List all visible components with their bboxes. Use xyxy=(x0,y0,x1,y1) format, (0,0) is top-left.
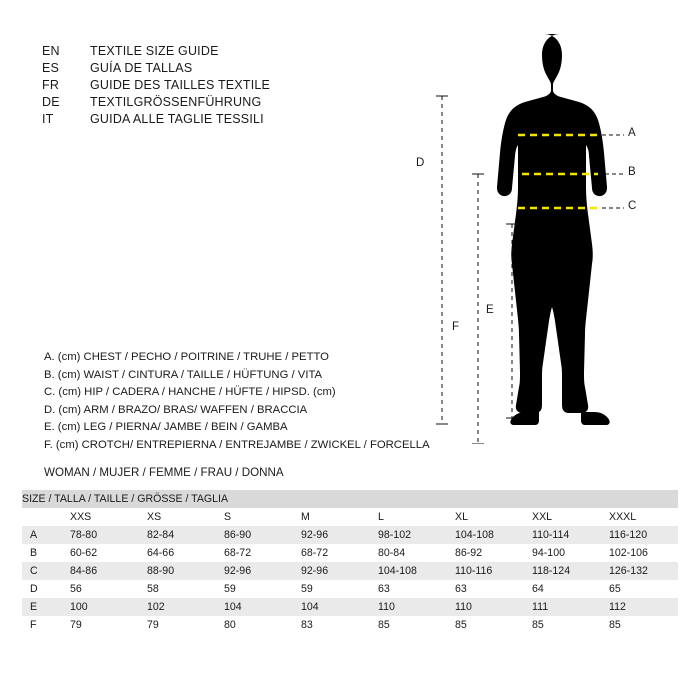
table-cell: 85 xyxy=(524,616,601,634)
table-cell: 56 xyxy=(62,580,139,598)
table-cell: 63 xyxy=(447,580,524,598)
legend-line-f: F. (cm) CROTCH/ ENTREPIERNA / ENTREJAMBE / ZWICKEL / FORCELLA xyxy=(44,438,430,451)
table-cell: 88-90 xyxy=(139,562,216,580)
legend-line-d: D. (cm) ARM / BRAZO/ BRAS/ WAFFEN / BRACCIA xyxy=(44,403,308,416)
language-row xyxy=(42,61,372,75)
table-cell: 102-106 xyxy=(601,544,678,562)
table-cell: 100 xyxy=(62,598,139,616)
table-caption: SIZE / TALLA / TAILLE / GRÖSSE / TAGLIA xyxy=(22,490,678,508)
table-cell: 110 xyxy=(447,598,524,616)
language-code: IT xyxy=(42,112,54,126)
figure-marker-f-label: F xyxy=(452,321,460,333)
language-row xyxy=(42,78,372,92)
table-cell: 85 xyxy=(601,616,678,634)
table-cell: 110 xyxy=(370,598,447,616)
table-cell: 78-80 xyxy=(62,526,139,544)
table-col-header: XL xyxy=(447,508,524,526)
table-cell: 104 xyxy=(216,598,293,616)
legend-line-c: C. (cm) HIP / CADERA / HANCHE / HÜFTE / HIPSD. (cm) xyxy=(44,386,336,398)
table-row xyxy=(22,562,678,580)
language-title: GUIDE DES TAILLES TEXTILE xyxy=(90,78,271,92)
table-cell: 80 xyxy=(216,616,293,634)
language-title: GUÍA DE TALLAS xyxy=(90,61,193,75)
table-col-header: XS xyxy=(139,508,216,526)
table-cell: 92-96 xyxy=(293,562,370,580)
table-cell: 86-90 xyxy=(216,526,293,544)
table-corner-cell xyxy=(22,508,62,526)
table-cell: 92-96 xyxy=(216,562,293,580)
table-cell: 92-96 xyxy=(293,526,370,544)
figure-marker-e-label: E xyxy=(486,304,494,316)
table-col-header: XXS xyxy=(62,508,139,526)
table-cell: 84-86 xyxy=(62,562,139,580)
language-row xyxy=(42,112,372,126)
table-cell: 126-132 xyxy=(601,562,678,580)
table-cell: 64-66 xyxy=(139,544,216,562)
table-cell: 83 xyxy=(293,616,370,634)
language-title: GUIDA ALLE TAGLIE TESSILI xyxy=(90,112,264,126)
legend-line-e: E. (cm) LEG / PIERNA/ JAMBE / BEIN / GAMBA xyxy=(44,421,288,433)
language-row xyxy=(42,44,372,58)
gender-label: WOMAN / MUJER / FEMME / FRAU / DONNA xyxy=(44,466,284,479)
language-code: FR xyxy=(42,78,60,92)
language-code: ES xyxy=(42,61,60,75)
table-row-label: A xyxy=(22,526,62,544)
table-cell: 102 xyxy=(139,598,216,616)
table-cell: 65 xyxy=(601,580,678,598)
table-cell: 79 xyxy=(62,616,139,634)
language-title-block xyxy=(42,44,372,129)
table-row xyxy=(22,616,678,634)
table-row-label: E xyxy=(22,598,62,616)
table-cell: 85 xyxy=(370,616,447,634)
language-code: DE xyxy=(42,95,60,109)
table-cell: 112 xyxy=(601,598,678,616)
table-cell: 64 xyxy=(524,580,601,598)
legend-line-a: A. (cm) CHEST / PECHO / POITRINE / TRUHE / PETTO xyxy=(44,351,329,363)
table-cell: 60-62 xyxy=(62,544,139,562)
table-cell: 110-116 xyxy=(447,562,524,580)
body-figure-diagram xyxy=(400,24,686,444)
table-col-header: XXXL xyxy=(601,508,678,526)
female-silhouette-svg xyxy=(400,24,686,444)
table-cell: 80-84 xyxy=(370,544,447,562)
table-cell: 104-108 xyxy=(447,526,524,544)
table-row xyxy=(22,526,678,544)
table-cell: 104-108 xyxy=(370,562,447,580)
table-col-header: M xyxy=(293,508,370,526)
size-table xyxy=(22,490,678,634)
figure-marker-d-label: D xyxy=(416,157,425,169)
table-cell: 104 xyxy=(293,598,370,616)
table-col-header: L xyxy=(370,508,447,526)
table-cell: 98-102 xyxy=(370,526,447,544)
table-row xyxy=(22,598,678,616)
table-cell: 79 xyxy=(139,616,216,634)
table-caption-row xyxy=(22,490,678,508)
table-cell: 68-72 xyxy=(216,544,293,562)
table-cell: 85 xyxy=(447,616,524,634)
table-col-header: S xyxy=(216,508,293,526)
table-cell: 110-114 xyxy=(524,526,601,544)
table-col-header: XXL xyxy=(524,508,601,526)
table-cell: 59 xyxy=(293,580,370,598)
table-row-label: B xyxy=(22,544,62,562)
language-title: TEXTILGRÖSSENFÜHRUNG xyxy=(90,95,262,109)
table-row xyxy=(22,544,678,562)
language-title: TEXTILE SIZE GUIDE xyxy=(90,44,219,58)
table-row-label: D xyxy=(22,580,62,598)
table-header-row xyxy=(22,508,678,526)
table-row-label: F xyxy=(22,616,62,634)
table-cell: 63 xyxy=(370,580,447,598)
figure-marker-a-label: A xyxy=(628,127,636,139)
table-row xyxy=(22,580,678,598)
table-row-label: C xyxy=(22,562,62,580)
table-cell: 86-92 xyxy=(447,544,524,562)
table-cell: 116-120 xyxy=(601,526,678,544)
table-cell: 111 xyxy=(524,598,601,616)
table-cell: 118-124 xyxy=(524,562,601,580)
table-cell: 58 xyxy=(139,580,216,598)
table-cell: 59 xyxy=(216,580,293,598)
legend-line-b: B. (cm) WAIST / CINTURA / TAILLE / HÜFTUNG / VITA xyxy=(44,368,323,381)
table-cell: 68-72 xyxy=(293,544,370,562)
figure-marker-c-label: C xyxy=(628,200,637,212)
table-cell: 82-84 xyxy=(139,526,216,544)
female-silhouette-icon xyxy=(497,34,610,425)
language-row xyxy=(42,95,372,109)
table-cell: 94-100 xyxy=(524,544,601,562)
figure-marker-b-label: B xyxy=(628,166,636,178)
language-code: EN xyxy=(42,44,60,58)
